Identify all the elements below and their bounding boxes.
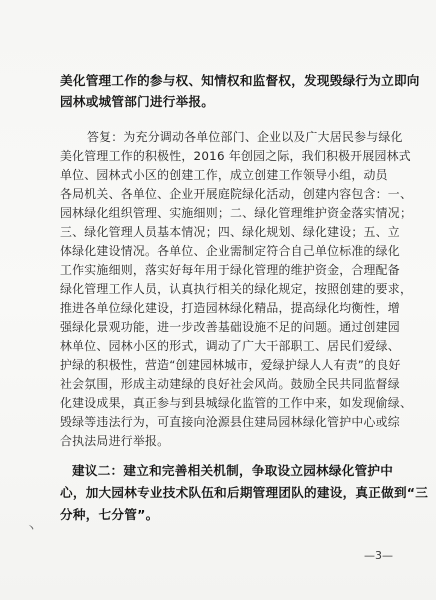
answer-line: 工作实施细则，落实好每年用于绿化管理的维护资金，合理配备: [60, 263, 400, 277]
answer-line: 化建设成果，真正参与到县城绿化监管的工作中来，如发现偷绿、: [60, 396, 413, 410]
answer-line: 体绿化建设情况。各单位、企业需制定符合自己单位标准的绿化: [60, 244, 400, 258]
answer-line: 毁绿等违法行为，可直接向沧源县住建局园林绿化管护中心或综: [60, 415, 400, 429]
answer-line: 单位、园林式小区的创建工作，成立创建工作领导小组，动员: [60, 168, 388, 182]
answer-line: 三、绿化管理人员基本情况；四、绿化规划、绿化建设；五、立: [60, 225, 400, 239]
suggestion-line: 分种，七分管”。: [60, 507, 159, 522]
answer-line: 强绿化景观功能，进一步改善基础设施不足的问题。通过创建园: [60, 320, 400, 334]
answer-line: 园林绿化组织管理、实施细则；二、绿化管理维护资金落实情况；: [60, 206, 413, 220]
answer-line: 护绿的积极性，营造“创建园林城市，爱绿护绿人人有责”的良好: [60, 358, 401, 372]
answer-line: 各局机关、各单位、企业开展庭院绿化活动，创建内容包含：一、: [60, 187, 413, 201]
page-number: —3—: [364, 549, 393, 562]
intro-line: 美化管理工作的参与权、知情权和监督权，发现毁绿行为立即向: [60, 73, 420, 88]
suggestion-line: 建议二：建立和完善相关机制，争取设立园林绿化管护中: [72, 463, 394, 478]
suggestion-line: 心，加大园林专业技术队伍和后期管理团队的建设，真正做到“三: [60, 485, 429, 500]
answer-line: 社会氛围，形成主动建绿的良好社会风尚。鼓励全民共同监督绿: [60, 377, 400, 391]
answer-line: 推进各单位绿化建设，打造园林绿化精品，提高绿化均衡性，增: [60, 301, 400, 315]
intro-line: 园林或城管部门进行举报。: [60, 94, 215, 109]
answer-line: 林单位、园林小区的形式，调动了广大干部职工、居民们爱绿、: [60, 339, 400, 353]
answer-line: 美化管理工作的积极性，2016 年创园之际，我们积极开展园林式: [60, 149, 411, 163]
answer-line: 合执法局进行举报。: [60, 434, 170, 448]
answer-line: 答复：为充分调动各单位部门、企业以及广大居民参与绿化: [87, 130, 403, 144]
answer-line: 绿化管理工作人员，认真执行相关的绿化规定，按照创建的要求，: [60, 282, 413, 296]
scan-mark: 丶: [25, 521, 38, 535]
